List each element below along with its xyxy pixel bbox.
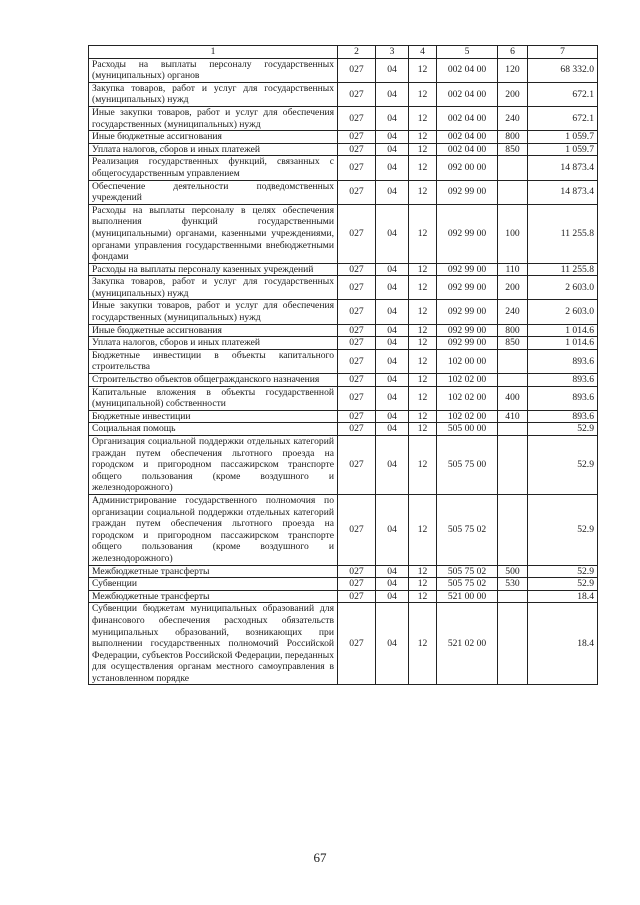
subsection-code-cell: 12	[409, 263, 437, 276]
expense-name-cell: Администрирование государственного полномочия по организации социальной поддержки отдельных категорий граждан путем обеспечения льготного проезда на городском и пригородном пассажирском транспорте общего пользования (кроме воздушного и железнодорожного)	[89, 494, 338, 565]
subsection-code-cell: 12	[409, 82, 437, 106]
ministry-code-cell: 027	[338, 436, 376, 495]
subsection-code-cell: 12	[409, 436, 437, 495]
target-article-cell: 092 99 00	[437, 263, 498, 276]
expense-name-cell: Иные закупки товаров, работ и услуг для обеспечения государственных (муниципальных) нужд	[89, 300, 338, 324]
table-row	[89, 276, 598, 300]
subsection-code-cell: 12	[409, 590, 437, 603]
target-article-cell: 521 02 00	[437, 603, 498, 685]
table-row	[89, 106, 598, 130]
ministry-code-cell: 027	[338, 590, 376, 603]
subsection-code-cell: 12	[409, 131, 437, 144]
expense-name-cell: Закупка товаров, работ и услуг для государственных (муниципальных) нужд	[89, 276, 338, 300]
section-code-cell: 04	[376, 565, 409, 578]
subsection-code-cell: 12	[409, 578, 437, 591]
header-cell-5: 5	[437, 46, 498, 59]
ministry-code-cell: 027	[338, 143, 376, 156]
ministry-code-cell: 027	[338, 106, 376, 130]
target-article-cell: 002 04 00	[437, 82, 498, 106]
target-article-cell: 002 04 00	[437, 106, 498, 130]
expense-type-cell	[498, 603, 528, 685]
ministry-code-cell: 027	[338, 578, 376, 591]
expense-type-cell	[498, 590, 528, 603]
subsection-code-cell: 12	[409, 565, 437, 578]
expense-name-cell: Бюджетные инвестиции в объекты капитального строительства	[89, 349, 338, 373]
target-article-cell: 002 04 00	[437, 58, 498, 82]
target-article-cell: 002 04 00	[437, 143, 498, 156]
expense-type-cell: 850	[498, 337, 528, 350]
expense-name-cell: Межбюджетные трансферты	[89, 590, 338, 603]
expense-name-cell: Расходы на выплаты персоналу казенных учреждений	[89, 263, 338, 276]
table-row	[89, 494, 598, 565]
target-article-cell: 092 99 00	[437, 276, 498, 300]
amount-cell: 18.4	[528, 603, 598, 685]
target-article-cell: 092 99 00	[437, 204, 498, 263]
ministry-code-cell: 027	[338, 82, 376, 106]
table-row	[89, 386, 598, 410]
target-article-cell: 092 00 00	[437, 156, 498, 180]
subsection-code-cell: 12	[409, 603, 437, 685]
amount-cell: 52.9	[528, 494, 598, 565]
amount-cell: 893.6	[528, 349, 598, 373]
expense-name-cell: Закупка товаров, работ и услуг для государственных (муниципальных) нужд	[89, 82, 338, 106]
expense-name-cell: Расходы на выплаты персоналу государственных (муниципальных) органов	[89, 58, 338, 82]
section-code-cell: 04	[376, 374, 409, 387]
section-code-cell: 04	[376, 106, 409, 130]
amount-cell: 2 603.0	[528, 300, 598, 324]
table-row	[89, 603, 598, 685]
amount-cell: 68 332.0	[528, 58, 598, 82]
section-code-cell: 04	[376, 410, 409, 423]
section-code-cell: 04	[376, 263, 409, 276]
amount-cell: 52.9	[528, 565, 598, 578]
subsection-code-cell: 12	[409, 337, 437, 350]
section-code-cell: 04	[376, 386, 409, 410]
target-article-cell: 505 75 02	[437, 578, 498, 591]
section-code-cell: 04	[376, 349, 409, 373]
section-code-cell: 04	[376, 276, 409, 300]
amount-cell: 2 603.0	[528, 276, 598, 300]
amount-cell: 52.9	[528, 578, 598, 591]
target-article-cell: 002 04 00	[437, 131, 498, 144]
header-cell-1: 1	[89, 46, 338, 59]
expense-name-cell: Расходы на выплаты персоналу в целях обеспечения выполнения функций государственными (муниципальными) органами, казенными учреждениями, органами управления государственными внебюджетными фондами	[89, 204, 338, 263]
target-article-cell: 092 99 00	[437, 180, 498, 204]
subsection-code-cell: 12	[409, 58, 437, 82]
target-article-cell: 521 00 00	[437, 590, 498, 603]
table-row	[89, 82, 598, 106]
ministry-code-cell: 027	[338, 276, 376, 300]
target-article-cell: 092 99 00	[437, 324, 498, 337]
expense-type-cell: 530	[498, 578, 528, 591]
table-row	[89, 349, 598, 373]
expense-type-cell	[498, 349, 528, 373]
expense-name-cell: Обеспечение деятельности подведомственных учреждений	[89, 180, 338, 204]
expense-type-cell: 500	[498, 565, 528, 578]
ministry-code-cell: 027	[338, 204, 376, 263]
table-header-row	[89, 46, 598, 59]
expense-name-cell: Иные бюджетные ассигнования	[89, 131, 338, 144]
table-row	[89, 337, 598, 350]
amount-cell: 11 255.8	[528, 263, 598, 276]
header-cell-6: 6	[498, 46, 528, 59]
amount-cell: 52.9	[528, 436, 598, 495]
table-row	[89, 300, 598, 324]
table-row	[89, 578, 598, 591]
subsection-code-cell: 12	[409, 349, 437, 373]
ministry-code-cell: 027	[338, 300, 376, 324]
section-code-cell: 04	[376, 58, 409, 82]
expense-name-cell: Межбюджетные трансферты	[89, 565, 338, 578]
table-row	[89, 324, 598, 337]
section-code-cell: 04	[376, 204, 409, 263]
section-code-cell: 04	[376, 436, 409, 495]
expense-type-cell	[498, 374, 528, 387]
ministry-code-cell: 027	[338, 349, 376, 373]
section-code-cell: 04	[376, 423, 409, 436]
expense-type-cell: 410	[498, 410, 528, 423]
section-code-cell: 04	[376, 494, 409, 565]
target-article-cell: 102 02 00	[437, 410, 498, 423]
page-number: 67	[313, 850, 327, 865]
amount-cell: 893.6	[528, 410, 598, 423]
expense-name-cell: Субвенции	[89, 578, 338, 591]
subsection-code-cell: 12	[409, 324, 437, 337]
subsection-code-cell: 12	[409, 374, 437, 387]
amount-cell: 672.1	[528, 82, 598, 106]
section-code-cell: 04	[376, 324, 409, 337]
expense-type-cell	[498, 494, 528, 565]
expense-type-cell	[498, 156, 528, 180]
amount-cell: 893.6	[528, 386, 598, 410]
amount-cell: 1 059.7	[528, 131, 598, 144]
expense-name-cell: Строительство объектов общегражданского назначения	[89, 374, 338, 387]
amount-cell: 672.1	[528, 106, 598, 130]
amount-cell: 11 255.8	[528, 204, 598, 263]
section-code-cell: 04	[376, 578, 409, 591]
target-article-cell: 505 75 02	[437, 494, 498, 565]
table-row	[89, 143, 598, 156]
target-article-cell: 102 02 00	[437, 374, 498, 387]
ministry-code-cell: 027	[338, 410, 376, 423]
ministry-code-cell: 027	[338, 565, 376, 578]
expense-type-cell: 850	[498, 143, 528, 156]
expense-type-cell: 400	[498, 386, 528, 410]
section-code-cell: 04	[376, 337, 409, 350]
expense-name-cell: Организация социальной поддержки отдельных категорий граждан путем обеспечения льготного проезда на городском и пригородном пассажирском транспорте общего пользования (кроме воздушного и железнодорожного)	[89, 436, 338, 495]
expense-type-cell: 800	[498, 131, 528, 144]
subsection-code-cell: 12	[409, 300, 437, 324]
expense-name-cell: Капитальные вложения в объекты государственной (муниципальной) собственности	[89, 386, 338, 410]
expense-name-cell: Уплата налогов, сборов и иных платежей	[89, 337, 338, 350]
expense-type-cell: 800	[498, 324, 528, 337]
target-article-cell: 092 99 00	[437, 300, 498, 324]
section-code-cell: 04	[376, 156, 409, 180]
subsection-code-cell: 12	[409, 423, 437, 436]
subsection-code-cell: 12	[409, 143, 437, 156]
ministry-code-cell: 027	[338, 324, 376, 337]
section-code-cell: 04	[376, 180, 409, 204]
target-article-cell: 102 02 00	[437, 386, 498, 410]
expense-name-cell: Бюджетные инвестиции	[89, 410, 338, 423]
expense-name-cell: Субвенции бюджетам муниципальных образований для финансового обеспечения расходных обязательств муниципальных образований, возникающих при выполнении государственных полномочий Российской Федерации, субъектов Российской Федерации, переданных для осуществления органам местного самоуправления в установленном порядке	[89, 603, 338, 685]
amount-cell: 14 873.4	[528, 156, 598, 180]
target-article-cell: 092 99 00	[437, 337, 498, 350]
ministry-code-cell: 027	[338, 494, 376, 565]
ministry-code-cell: 027	[338, 156, 376, 180]
amount-cell: 1 014.6	[528, 337, 598, 350]
ministry-code-cell: 027	[338, 337, 376, 350]
expense-type-cell: 240	[498, 106, 528, 130]
ministry-code-cell: 027	[338, 423, 376, 436]
expense-name-cell: Иные закупки товаров, работ и услуг для обеспечения государственных (муниципальных) нужд	[89, 106, 338, 130]
table-row	[89, 156, 598, 180]
target-article-cell: 505 75 00	[437, 436, 498, 495]
table-row	[89, 374, 598, 387]
expense-type-cell: 100	[498, 204, 528, 263]
expense-name-cell: Социальная помощь	[89, 423, 338, 436]
target-article-cell: 102 00 00	[437, 349, 498, 373]
subsection-code-cell: 12	[409, 106, 437, 130]
expense-type-cell: 200	[498, 82, 528, 106]
table-row	[89, 436, 598, 495]
ministry-code-cell: 027	[338, 386, 376, 410]
table-row	[89, 590, 598, 603]
ministry-code-cell: 027	[338, 263, 376, 276]
subsection-code-cell: 12	[409, 204, 437, 263]
target-article-cell: 505 75 02	[437, 565, 498, 578]
amount-cell: 893.6	[528, 374, 598, 387]
table-row	[89, 204, 598, 263]
ministry-code-cell: 027	[338, 131, 376, 144]
subsection-code-cell: 12	[409, 386, 437, 410]
section-code-cell: 04	[376, 143, 409, 156]
ministry-code-cell: 027	[338, 180, 376, 204]
table-row	[89, 180, 598, 204]
expense-type-cell	[498, 423, 528, 436]
subsection-code-cell: 12	[409, 180, 437, 204]
ministry-code-cell: 027	[338, 603, 376, 685]
section-code-cell: 04	[376, 603, 409, 685]
budget-table	[88, 45, 598, 685]
expense-name-cell: Реализация государственных функций, связанных с общегосударственным управлением	[89, 156, 338, 180]
section-code-cell: 04	[376, 590, 409, 603]
section-code-cell: 04	[376, 131, 409, 144]
table-row	[89, 263, 598, 276]
subsection-code-cell: 12	[409, 494, 437, 565]
amount-cell: 1 014.6	[528, 324, 598, 337]
table-row	[89, 565, 598, 578]
table-row	[89, 58, 598, 82]
amount-cell: 52.9	[528, 423, 598, 436]
table-row	[89, 410, 598, 423]
expense-type-cell: 110	[498, 263, 528, 276]
expense-type-cell	[498, 436, 528, 495]
expense-name-cell: Иные бюджетные ассигнования	[89, 324, 338, 337]
header-cell-7: 7	[528, 46, 598, 59]
target-article-cell: 505 00 00	[437, 423, 498, 436]
amount-cell: 14 873.4	[528, 180, 598, 204]
header-cell-2: 2	[338, 46, 376, 59]
expense-type-cell: 120	[498, 58, 528, 82]
subsection-code-cell: 12	[409, 276, 437, 300]
amount-cell: 1 059.7	[528, 143, 598, 156]
subsection-code-cell: 12	[409, 410, 437, 423]
expense-name-cell: Уплата налогов, сборов и иных платежей	[89, 143, 338, 156]
expense-type-cell: 240	[498, 300, 528, 324]
expense-type-cell	[498, 180, 528, 204]
subsection-code-cell: 12	[409, 156, 437, 180]
table-row	[89, 131, 598, 144]
ministry-code-cell: 027	[338, 374, 376, 387]
section-code-cell: 04	[376, 82, 409, 106]
table-row	[89, 423, 598, 436]
header-cell-4: 4	[409, 46, 437, 59]
ministry-code-cell: 027	[338, 58, 376, 82]
section-code-cell: 04	[376, 300, 409, 324]
amount-cell: 18.4	[528, 590, 598, 603]
header-cell-3: 3	[376, 46, 409, 59]
expense-type-cell: 200	[498, 276, 528, 300]
